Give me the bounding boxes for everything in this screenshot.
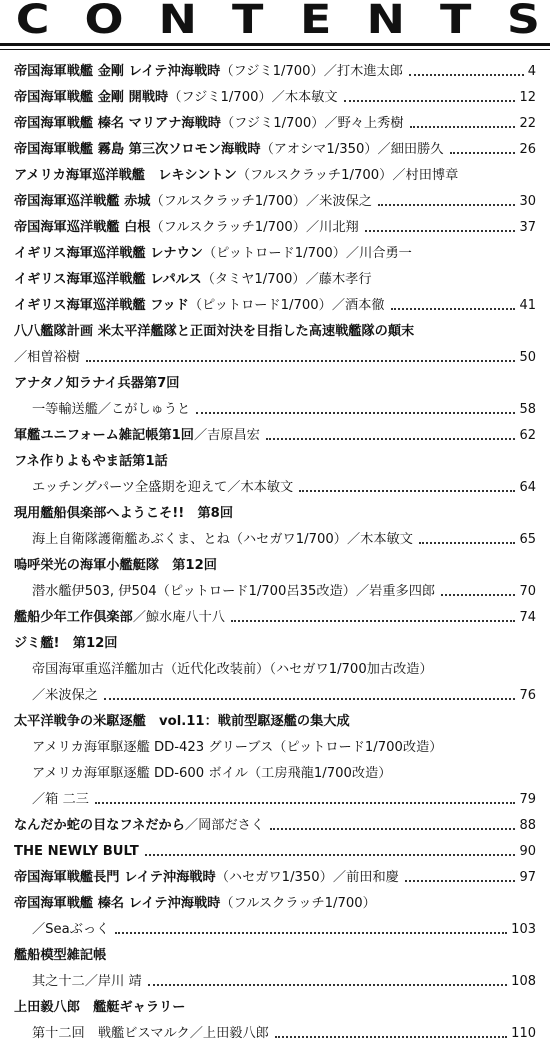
entry-title: イギリス海軍巡洋戦艦 フッド xyxy=(14,298,189,313)
title-letter: S xyxy=(507,0,541,43)
dot-leader xyxy=(270,827,515,830)
dot-leader xyxy=(115,931,507,934)
dot-leader xyxy=(441,593,515,596)
entry-title: 帝国海軍巡洋戦艦 白根 xyxy=(14,220,151,235)
entry-title: なんだか蛇の目なフネだから xyxy=(14,818,185,833)
entry-text xyxy=(14,501,233,527)
entry-text xyxy=(32,683,98,709)
page-number: 12 xyxy=(519,90,536,105)
entry-text xyxy=(14,709,350,735)
dot-leader xyxy=(409,73,524,76)
entry-detail: （フジミ1/700）／木本敏文 xyxy=(168,90,338,105)
dot-leader xyxy=(266,437,516,440)
entry-detail: エッチングパーツ全盛期を迎えて／木本敏文 xyxy=(32,480,294,495)
entry-detail: 第十二回 戦艦ビスマルク／上田毅八郎 xyxy=(32,1026,269,1041)
toc-entry[interactable] xyxy=(0,995,550,1021)
entry-text xyxy=(14,943,106,969)
page-number: 50 xyxy=(519,350,536,365)
entry-title: 帝国海軍巡洋戦艦 赤城 xyxy=(14,194,151,209)
entry-text xyxy=(14,449,168,475)
toc-entry[interactable] xyxy=(0,943,550,969)
entry-detail: ／吉原昌宏 xyxy=(193,428,260,443)
page-number: 64 xyxy=(519,480,536,495)
toc-entry[interactable] xyxy=(0,839,550,865)
entry-title: 艦船模型雑記帳 xyxy=(14,948,107,963)
toc-entry[interactable] xyxy=(0,579,550,605)
entry-text xyxy=(14,891,376,917)
entry-text xyxy=(14,865,399,891)
entry-text xyxy=(32,527,413,553)
toc-entry[interactable] xyxy=(0,605,550,631)
entry-title: 軍艦ユニフォーム雑記帳第1回 xyxy=(14,428,194,443)
toc-entry[interactable] xyxy=(0,657,550,683)
entry-detail: 帝国海軍重巡洋艦加古（近代化改装前）（ハセガワ1/700加古改造） xyxy=(32,662,433,677)
page-number: 108 xyxy=(511,974,536,989)
entry-text xyxy=(14,995,185,1021)
dot-leader xyxy=(231,619,515,622)
entry-text xyxy=(32,917,109,943)
entry-detail: （フジミ1/700）／野々上秀樹 xyxy=(221,116,404,131)
dot-leader xyxy=(410,125,516,128)
entry-text xyxy=(14,267,372,293)
entry-text xyxy=(32,579,435,605)
entry-text xyxy=(32,787,89,813)
page-number: 58 xyxy=(519,402,536,417)
entry-detail: 一等輸送艦／こがしゅうと xyxy=(32,402,191,417)
entry-detail: ／米波保之 xyxy=(32,688,98,703)
entry-text xyxy=(14,423,260,449)
entry-text xyxy=(14,215,359,241)
entry-detail: （ピットロード1/700）／川合勇一 xyxy=(202,246,412,261)
dot-leader xyxy=(419,541,516,544)
title-letter: O xyxy=(84,0,124,43)
page-number: 90 xyxy=(519,844,536,859)
toc-entry[interactable] xyxy=(0,527,550,553)
page-number: 79 xyxy=(519,792,536,807)
entry-text xyxy=(32,475,293,501)
entry-text xyxy=(14,137,444,163)
entry-text xyxy=(32,969,142,995)
toc-entry[interactable] xyxy=(0,137,550,163)
entry-text xyxy=(14,371,179,397)
entry-text xyxy=(14,85,338,111)
entry-title: 上田毅八郎 艦艇ギャラリー xyxy=(14,1000,186,1015)
entry-title: 嗚呼栄光の海軍小艦艇隊 第12回 xyxy=(14,558,217,573)
entry-text xyxy=(14,293,385,319)
toc-entry[interactable] xyxy=(0,709,550,735)
entry-detail: ／箱 二三 xyxy=(32,792,89,807)
toc-entry[interactable] xyxy=(0,917,550,943)
entry-title: アメリカ海軍巡洋戦艦 レキシントン xyxy=(14,168,237,183)
toc-entry[interactable] xyxy=(0,111,550,137)
page-number: 76 xyxy=(519,688,536,703)
entry-text xyxy=(32,735,443,761)
entry-text xyxy=(32,657,433,683)
page-number: 110 xyxy=(511,1026,536,1041)
entry-title: 帝国海軍戦艦長門 レイテ沖海戦時 xyxy=(14,870,216,885)
toc-entry[interactable] xyxy=(0,345,550,371)
toc-entry[interactable] xyxy=(0,735,550,761)
toc-entry[interactable] xyxy=(0,423,550,449)
entry-text xyxy=(14,631,118,657)
toc-entry[interactable] xyxy=(0,865,550,891)
toc-entry[interactable] xyxy=(0,267,550,293)
toc-entry[interactable] xyxy=(0,553,550,579)
entry-detail: 海上自衛隊護衛艦あぶくま、とね（ハセガワ1/700）／木本敏文 xyxy=(32,532,413,547)
entry-title: 帝国海軍戦艦 金剛 レイテ沖海戦時 xyxy=(14,64,221,79)
entry-text xyxy=(14,345,80,371)
toc-entry[interactable] xyxy=(0,631,550,657)
entry-title: アナタノ知ラナイ兵器第7回 xyxy=(14,376,180,391)
entry-detail: ／岡部ださく xyxy=(184,818,265,833)
toc-entry[interactable] xyxy=(0,761,550,787)
entry-text xyxy=(32,761,391,787)
toc-entry[interactable] xyxy=(0,891,550,917)
entry-title: 帝国海軍戦艦 榛名 マリアナ海戦時 xyxy=(14,116,221,131)
dot-leader xyxy=(450,151,516,154)
entry-text xyxy=(14,241,412,267)
toc-entry[interactable] xyxy=(0,189,550,215)
entry-title: 八八艦隊計画 米太平洋艦隊と正面対決を目指した高速戦艦隊の顛末 xyxy=(14,324,415,339)
title-letter: N xyxy=(366,0,405,43)
header-rule-thin xyxy=(0,49,550,50)
toc-list xyxy=(0,59,550,1047)
page-number: 97 xyxy=(519,870,536,885)
toc-entry[interactable] xyxy=(0,969,550,995)
contents-header xyxy=(0,0,550,52)
entry-title: 帝国海軍戦艦 榛名 レイテ沖海戦時 xyxy=(14,896,221,911)
entry-title: 帝国海軍戦艦 霧島 第三次ソロモン海戦時 xyxy=(14,142,261,157)
dot-leader xyxy=(405,879,516,882)
title-letter: C xyxy=(15,0,50,43)
toc-entry[interactable] xyxy=(0,787,550,813)
entry-detail: （フジミ1/700）／打木進太郎 xyxy=(220,64,403,79)
entry-detail: ／鯨水庵八十八 xyxy=(132,610,225,625)
entry-title: THE NEWLY BULT xyxy=(14,844,139,859)
toc-entry[interactable] xyxy=(0,163,550,189)
toc-entry[interactable] xyxy=(0,813,550,839)
page-number: 70 xyxy=(519,584,536,599)
entry-title: フネ作りよもやま話第1話 xyxy=(14,454,168,469)
entry-title: 現用艦船倶楽部へようこそ!! 第8回 xyxy=(14,506,234,521)
title-letter: T xyxy=(232,0,264,43)
toc-entry[interactable] xyxy=(0,397,550,423)
entry-title: イギリス海軍巡洋戦艦 レパルス xyxy=(14,272,202,287)
entry-text xyxy=(14,319,414,345)
page-number: 88 xyxy=(519,818,536,833)
entry-detail: （ピットロード1/700）／酒本徹 xyxy=(188,298,385,313)
toc-entry[interactable] xyxy=(0,501,550,527)
dot-leader xyxy=(275,1035,507,1038)
toc-entry[interactable] xyxy=(0,293,550,319)
entry-detail: （フルスクラッチ1/700） xyxy=(220,896,376,911)
entry-text xyxy=(14,111,404,137)
dot-leader xyxy=(299,489,515,492)
page-number: 30 xyxy=(519,194,536,209)
dot-leader xyxy=(145,853,516,856)
dot-leader xyxy=(86,359,516,362)
page-number: 22 xyxy=(519,116,536,131)
title-letter: T xyxy=(439,0,472,43)
page-number: 26 xyxy=(519,142,536,157)
dot-leader xyxy=(344,99,516,102)
dot-leader xyxy=(148,983,507,986)
entry-text xyxy=(14,189,372,215)
page-number: 37 xyxy=(519,220,536,235)
toc-entry[interactable] xyxy=(0,1021,550,1047)
dot-leader xyxy=(196,411,515,414)
contents-title xyxy=(0,0,550,43)
toc-entry[interactable] xyxy=(0,241,550,267)
header-rule-thick xyxy=(0,43,550,46)
entry-detail: アメリカ海軍駆逐艦 DD-600 ボイル（工房飛龍1/700改造） xyxy=(32,766,392,781)
toc-entry[interactable] xyxy=(0,449,550,475)
entry-text xyxy=(14,553,217,579)
entry-title: 太平洋戦争の米駆逐艦 vol.11：戦前型駆逐艦の集大成 xyxy=(14,714,350,729)
entry-text xyxy=(14,59,403,85)
page-number: 65 xyxy=(519,532,536,547)
toc-entry[interactable] xyxy=(0,371,550,397)
entry-title: 艦船少年工作倶楽部 xyxy=(14,610,133,625)
entry-text xyxy=(14,813,264,839)
page-number: 103 xyxy=(511,922,536,937)
entry-detail: 潜水艦伊503, 伊504（ピットロード1/700呂35改造）／岩重多四郎 xyxy=(32,584,436,599)
entry-detail: （フルスクラッチ1/700）／川北翔 xyxy=(150,220,359,235)
dot-leader xyxy=(378,203,516,206)
entry-detail: （タミヤ1/700）／藤木孝行 xyxy=(201,272,372,287)
entry-title: ジミ艦! 第12回 xyxy=(14,636,118,651)
dot-leader xyxy=(104,697,516,700)
entry-detail: ／相曽裕樹 xyxy=(14,350,80,365)
dot-leader xyxy=(95,801,516,804)
entry-detail: （フルスクラッチ1/700）／村田博章 xyxy=(236,168,459,183)
entry-detail: （フルスクラッチ1/700）／米波保之 xyxy=(150,194,372,209)
title-letter: N xyxy=(158,0,198,43)
entry-text xyxy=(14,163,458,189)
toc-entry[interactable] xyxy=(0,85,550,111)
entry-detail: 其之十二／岸川 靖 xyxy=(32,974,142,989)
entry-text xyxy=(32,397,190,423)
entry-detail: ／Seaぶっく xyxy=(32,922,110,937)
page-number: 74 xyxy=(519,610,536,625)
page-number: 4 xyxy=(527,64,536,79)
title-letter: E xyxy=(299,0,331,43)
dot-leader xyxy=(391,307,516,310)
page-number: 41 xyxy=(519,298,536,313)
entry-detail: （アオシマ1/350）／細田勝久 xyxy=(260,142,444,157)
entry-detail: アメリカ海軍駆逐艦 DD-423 グリーブス（ピットロード1/700改造） xyxy=(32,740,443,755)
page-number: 62 xyxy=(519,428,536,443)
entry-title: イギリス海軍巡洋戦艦 レナウン xyxy=(14,246,203,261)
toc-entry[interactable] xyxy=(0,59,550,85)
toc-entry[interactable] xyxy=(0,683,550,709)
entry-detail: （ハセガワ1/350）／前田和慶 xyxy=(215,870,399,885)
entry-text xyxy=(32,1021,269,1047)
entry-title: 帝国海軍戦艦 金剛 開戦時 xyxy=(14,90,169,105)
toc-entry[interactable] xyxy=(0,319,550,345)
entry-text xyxy=(14,605,225,631)
toc-entry[interactable] xyxy=(0,475,550,501)
toc-entry[interactable] xyxy=(0,215,550,241)
entry-text xyxy=(14,839,139,865)
dot-leader xyxy=(365,229,516,232)
